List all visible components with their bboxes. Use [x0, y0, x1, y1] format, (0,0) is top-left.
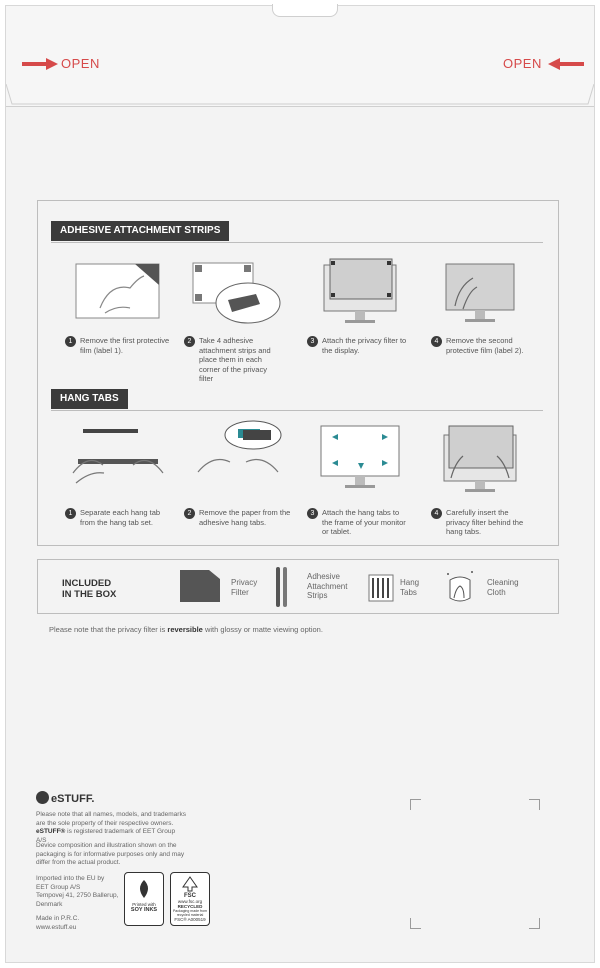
- packaging-sheet: [5, 5, 595, 963]
- step-number: 3: [307, 336, 318, 347]
- step-number: 3: [307, 508, 318, 519]
- adhesive-strips-icon: [274, 565, 290, 609]
- remove-second-film-illustration: [443, 261, 518, 329]
- step-number: 1: [65, 336, 76, 347]
- included-title-line: INCLUDED: [62, 578, 112, 589]
- included-item-hang-tabs: [400, 578, 419, 597]
- step-text: Attach the privacy filter to the display.: [322, 336, 407, 355]
- included-item-privacy-filter: [231, 578, 257, 597]
- included-item-line: Tabs: [400, 587, 417, 597]
- step-text: Remove the paper from the adhesive hang tabs.: [199, 508, 291, 527]
- hang-tabs-section-title: HANG TABS: [51, 389, 128, 409]
- included-panel: [37, 559, 559, 614]
- included-item-line: Privacy: [231, 578, 258, 587]
- separate-tabs-illustration: [68, 423, 168, 498]
- included-title: [62, 578, 142, 600]
- legal-text: is registered trademark of EET Group A/S: [36, 828, 176, 844]
- reversible-note: [49, 625, 323, 634]
- label-corner: [529, 799, 540, 810]
- fsc-text: Packaging made from recycled material: [172, 909, 208, 917]
- top-flap: [6, 6, 594, 106]
- included-item-line: Adhesive: [307, 572, 340, 581]
- included-item-cleaning-cloth: [487, 578, 519, 597]
- legal-bold: eSTUFF®: [36, 828, 66, 835]
- divider: [51, 242, 543, 243]
- legal-line: Denmark: [36, 900, 63, 908]
- estuff-logo-icon: [36, 791, 49, 804]
- fsc-text: FSC: [184, 893, 196, 899]
- soy-inks-badge: [124, 872, 164, 926]
- step-text: Carefully insert the privacy filter behind the hang tabs.: [446, 508, 524, 536]
- privacy-filter-icon: [179, 569, 221, 603]
- arrow-left-icon: [546, 58, 584, 70]
- included-item-line: Filter: [231, 587, 249, 597]
- step-number: 1: [65, 508, 76, 519]
- step-number: 4: [431, 336, 442, 347]
- instructions-panel: [37, 200, 559, 546]
- included-item-line: Cloth: [487, 587, 506, 597]
- attach-strips-illustration: [188, 258, 283, 328]
- step-text: Take 4 adhesive attachment strips and place them in each corner of the privacy filter: [199, 336, 271, 383]
- attach-filter-illustration: [321, 253, 401, 328]
- step-text: Separate each hang tab from the hang tab set.: [80, 508, 161, 527]
- legal-line: EET Group A/S: [36, 883, 81, 891]
- trademark-note: [36, 811, 186, 845]
- included-title-line: IN THE BOX: [62, 589, 117, 600]
- included-item-line: Strips: [307, 591, 328, 600]
- step-number: 2: [184, 336, 195, 347]
- label-corner: [410, 799, 421, 810]
- fsc-badge: [170, 872, 210, 926]
- note-text: with glossy or matte viewing option.: [202, 625, 323, 634]
- included-item-adhesive-strips: [307, 572, 347, 601]
- remove-paper-illustration: [188, 417, 288, 497]
- included-item-line: Cleaning: [487, 578, 519, 587]
- included-item-line: Attachment: [307, 581, 348, 591]
- legal-line: Imported into the EU by: [36, 875, 105, 882]
- step-text: Remove the first protective film (label 1).: [80, 336, 170, 355]
- soy-leaf-icon: [136, 879, 152, 899]
- step-text: Remove the second protective film (label 2).: [446, 336, 524, 355]
- attach-hang-tabs-illustration: [318, 423, 403, 498]
- arrow-right-icon: [22, 58, 60, 70]
- legal-text: Please note that all names, models, and trademarks are the sole property of their respective owners.: [36, 811, 186, 827]
- fsc-text: FSC® A000519: [174, 917, 206, 922]
- note-bold: reversible: [167, 625, 203, 634]
- soy-text: SOY INKS: [130, 907, 158, 913]
- soy-text: Printed with: [132, 902, 156, 907]
- open-label-right: OPEN: [503, 56, 542, 71]
- fsc-tree-icon: [181, 876, 199, 892]
- fsc-text: RECYCLED: [177, 904, 203, 909]
- open-label-left: OPEN: [61, 56, 100, 71]
- hang-tabs-icon: [368, 574, 394, 602]
- legal-line: Made in P.R.C.: [36, 915, 80, 922]
- legal-line: Tempovej 41, 2750 Ballerup,: [36, 892, 119, 899]
- fsc-text: www.fsc.org: [177, 899, 203, 904]
- insert-filter-illustration: [441, 423, 521, 498]
- step-number: 2: [184, 508, 195, 519]
- label-corner: [410, 918, 421, 929]
- illustration-disclaimer: Device composition and illustration shown on the packaging is for informative purposes only and may differ from the actual product.: [36, 842, 185, 866]
- hang-notch: [272, 4, 338, 17]
- note-text: Please note that the privacy filter is: [49, 625, 168, 634]
- peel-film-illustration: [75, 263, 160, 321]
- cleaning-cloth-icon: [444, 568, 476, 608]
- label-corner: [529, 918, 540, 929]
- step-text: Attach the hang tabs to the frame of your monitor or tablet.: [322, 508, 406, 536]
- estuff-logo: [36, 791, 94, 805]
- brand-name: eSTUFF.: [51, 793, 95, 805]
- divider: [51, 410, 543, 411]
- included-item-line: Hang: [400, 578, 420, 587]
- adhesive-section-title: ADHESIVE ATTACHMENT STRIPS: [51, 221, 229, 241]
- step-number: 4: [431, 508, 442, 519]
- flap-fold: [6, 84, 594, 107]
- legal-line: www.estuff.eu: [36, 923, 77, 931]
